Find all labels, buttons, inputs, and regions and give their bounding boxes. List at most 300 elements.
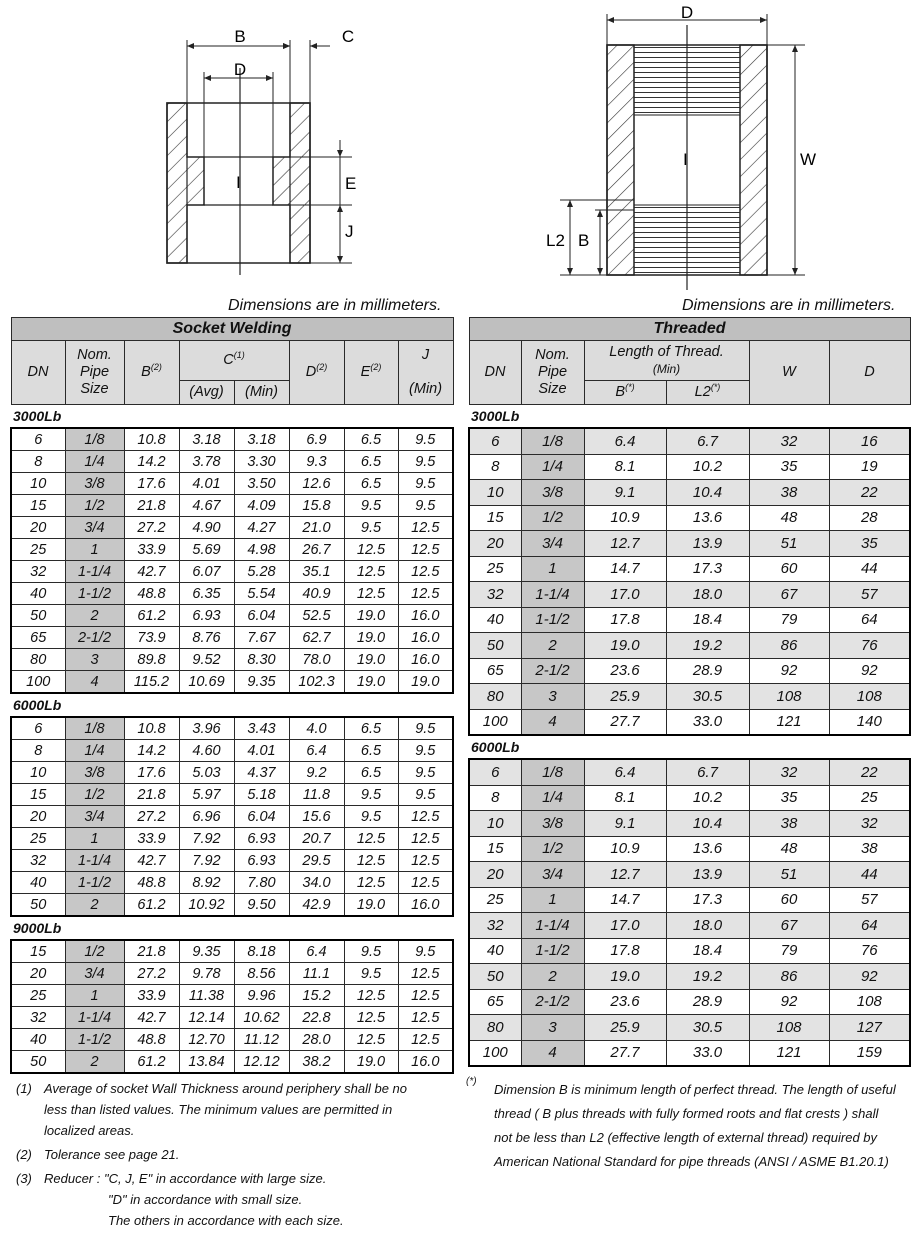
table-cell: 1	[65, 828, 124, 850]
table-cell: 6.5	[344, 740, 398, 762]
label-C: C	[341, 27, 355, 46]
table-cell: 22.8	[289, 1007, 344, 1029]
table-cell: 6	[11, 428, 65, 451]
table-cell: 19.0	[584, 964, 666, 990]
table-cell: 38	[749, 811, 829, 837]
threaded-dimension-note: Dimensions are in millimeters.	[682, 297, 896, 314]
table-row	[11, 428, 453, 451]
table-cell: 42.7	[124, 561, 179, 583]
table-cell: 14.7	[584, 556, 666, 582]
table-cell: 28.0	[289, 1029, 344, 1051]
table-cell: 3/8	[65, 762, 124, 784]
table-row	[11, 627, 453, 649]
table-cell: 1/2	[65, 495, 124, 517]
col-nom-pipe-size: Nom. Pipe Size	[65, 341, 124, 405]
table-cell: 3	[65, 649, 124, 671]
table-cell: 3/4	[521, 531, 584, 557]
table-cell: 12.5	[344, 561, 398, 583]
table-cell: 50	[11, 605, 65, 627]
table-cell: 20	[11, 806, 65, 828]
table-cell: 9.96	[234, 985, 289, 1007]
table-cell: 44	[829, 862, 910, 888]
table-row	[469, 1040, 910, 1066]
table-cell: 35.1	[289, 561, 344, 583]
table-cell: 1/4	[521, 785, 584, 811]
table-cell: 7.67	[234, 627, 289, 649]
label-D: D	[233, 60, 247, 79]
table-cell: 9.1	[584, 811, 666, 837]
table-cell: 9.5	[344, 806, 398, 828]
table-cell: 8.76	[179, 627, 234, 649]
table-cell: 3.43	[234, 717, 289, 740]
table-cell: 19.0	[584, 633, 666, 659]
socket-welding-diagram	[150, 20, 370, 280]
table-row	[469, 887, 910, 913]
table-row	[469, 658, 910, 684]
table-cell: 15	[11, 495, 65, 517]
table-cell: 9.5	[398, 451, 453, 473]
col-d: D	[829, 341, 910, 405]
table-cell: 6.93	[234, 828, 289, 850]
table-cell: 21.0	[289, 517, 344, 539]
table-cell: 6.07	[179, 561, 234, 583]
table-cell: 6.93	[234, 850, 289, 872]
table-cell: 9.52	[179, 649, 234, 671]
table-cell: 6.7	[666, 428, 749, 454]
table-cell: 32	[469, 582, 521, 608]
footnote-line: not be less than L2 (effective length of external thread) required by	[494, 1130, 878, 1145]
table-cell: 12.5	[398, 583, 453, 605]
table-row	[11, 894, 453, 917]
footnote-line: "D" in accordance with small size.	[108, 1192, 303, 1207]
footnote-number: (2)	[16, 1147, 32, 1162]
table-cell: 2	[521, 633, 584, 659]
threaded-title: Threaded	[469, 318, 910, 341]
threaded-table	[468, 317, 911, 1067]
footnote-line: Average of socket Wall Thickness around periphery shall be no	[44, 1081, 407, 1096]
table-cell: 19	[829, 454, 910, 480]
table-cell: 11.12	[234, 1029, 289, 1051]
table-row	[469, 607, 910, 633]
table-cell: 9.3	[289, 451, 344, 473]
table-row	[469, 989, 910, 1015]
table-cell: 25	[469, 887, 521, 913]
table-cell: 32	[11, 850, 65, 872]
table-cell: 3/8	[521, 480, 584, 506]
table-cell: 40	[11, 872, 65, 894]
table-cell: 92	[749, 989, 829, 1015]
table-cell: 8.18	[234, 940, 289, 963]
table-cell: 18.0	[666, 582, 749, 608]
table-cell: 13.6	[666, 505, 749, 531]
threaded-diagram	[540, 0, 820, 290]
table-cell: 15	[11, 940, 65, 963]
table-cell: 159	[829, 1040, 910, 1066]
label-B: B	[578, 231, 590, 250]
table-cell: 33.9	[124, 539, 179, 561]
table-cell: 80	[469, 1015, 521, 1041]
table-cell: 1	[521, 556, 584, 582]
table-row	[469, 964, 910, 990]
table-cell: 15	[11, 784, 65, 806]
table-cell: 127	[829, 1015, 910, 1041]
col-e: $E^{(2)}$	[344, 341, 398, 405]
table-cell: 60	[749, 556, 829, 582]
col-nom-pipe-size: Nom. Pipe Size	[521, 341, 584, 405]
table-cell: 30.5	[666, 1015, 749, 1041]
table-cell: 13.9	[666, 862, 749, 888]
table-cell: 108	[749, 684, 829, 710]
table-cell: 12.70	[179, 1029, 234, 1051]
pressure-class-block	[11, 940, 453, 1073]
table-cell: 100	[469, 1040, 521, 1066]
col-d: $D^{(2)}$	[289, 341, 344, 405]
table-row	[469, 454, 910, 480]
table-cell: 22	[829, 759, 910, 785]
table-row	[11, 451, 453, 473]
table-cell: 76	[829, 938, 910, 964]
footnote-number: (*)	[466, 1076, 477, 1087]
table-cell: 52.5	[289, 605, 344, 627]
table-cell: 3.78	[179, 451, 234, 473]
table-cell: 12.5	[344, 1029, 398, 1051]
table-cell: 3.18	[179, 428, 234, 451]
table-cell: 6.4	[584, 428, 666, 454]
table-cell: 33.0	[666, 1040, 749, 1066]
table-cell: 10.8	[124, 428, 179, 451]
table-cell: 25	[11, 985, 65, 1007]
table-cell: 14.2	[124, 740, 179, 762]
table-row	[11, 963, 453, 985]
table-cell: 1/2	[521, 505, 584, 531]
table-row	[11, 1007, 453, 1029]
table-cell: 80	[469, 684, 521, 710]
col-length-of-thread: Length of Thread. (Min)	[584, 341, 749, 381]
table-cell: 48	[749, 505, 829, 531]
label-J: J	[345, 222, 354, 241]
table-cell: 1/8	[65, 717, 124, 740]
table-row	[469, 480, 910, 506]
table-cell: 1	[521, 887, 584, 913]
table-row	[11, 649, 453, 671]
table-cell: 12.7	[584, 862, 666, 888]
table-row	[469, 709, 910, 735]
table-cell: 35	[749, 454, 829, 480]
table-cell: 8	[11, 451, 65, 473]
table-cell: 76	[829, 633, 910, 659]
table-cell: 32	[11, 1007, 65, 1029]
table-cell: 42.9	[289, 894, 344, 917]
table-row	[469, 913, 910, 939]
table-row	[11, 561, 453, 583]
footnote-number: (3)	[16, 1171, 32, 1186]
col-c: $C^{(1)}$	[179, 341, 289, 381]
table-cell: 1-1/2	[65, 1029, 124, 1051]
table-row	[11, 872, 453, 894]
table-cell: 3/4	[65, 517, 124, 539]
table-cell: 19.0	[344, 894, 398, 917]
pressure-class-label: 9000Lb	[11, 916, 453, 940]
table-cell: 2	[65, 605, 124, 627]
threaded-footnote	[466, 1078, 916, 1174]
table-cell: 57	[829, 887, 910, 913]
footnote-line: The others in accordance with each size.	[108, 1213, 344, 1228]
table-cell: 61.2	[124, 1051, 179, 1074]
table-cell: 15.2	[289, 985, 344, 1007]
table-cell: 12.5	[398, 561, 453, 583]
table-cell: 1/4	[521, 454, 584, 480]
table-cell: 27.2	[124, 517, 179, 539]
table-cell: 10.4	[666, 811, 749, 837]
table-cell: 4.01	[234, 740, 289, 762]
table-cell: 6.5	[344, 762, 398, 784]
label-L2: L2	[546, 231, 565, 250]
table-cell: 4.27	[234, 517, 289, 539]
table-cell: 32	[11, 561, 65, 583]
table-cell: 8.56	[234, 963, 289, 985]
table-cell: 42.7	[124, 850, 179, 872]
table-cell: 12.6	[289, 473, 344, 495]
socket-welding-title: Socket Welding	[11, 318, 453, 341]
table-cell: 40	[11, 1029, 65, 1051]
table-cell: 2	[521, 964, 584, 990]
table-cell: 16.0	[398, 627, 453, 649]
footnote-line: Reducer : "C, J, E" in accordance with large size.	[44, 1171, 327, 1186]
table-cell: 20.7	[289, 828, 344, 850]
table-row	[11, 671, 453, 694]
table-cell: 10	[469, 480, 521, 506]
table-cell: 17.0	[584, 582, 666, 608]
table-cell: 6.5	[344, 717, 398, 740]
table-cell: 3	[521, 684, 584, 710]
table-cell: 5.54	[234, 583, 289, 605]
table-cell: 12.5	[344, 985, 398, 1007]
table-cell: 42.7	[124, 1007, 179, 1029]
table-cell: 22	[829, 480, 910, 506]
table-cell: 50	[11, 894, 65, 917]
table-cell: 8	[11, 740, 65, 762]
table-row	[469, 759, 910, 785]
table-cell: 33.0	[666, 709, 749, 735]
label-B: B	[234, 27, 246, 46]
pressure-class-block	[11, 428, 453, 693]
table-cell: 3/4	[65, 963, 124, 985]
table-cell: 108	[749, 1015, 829, 1041]
table-cell: 80	[11, 649, 65, 671]
table-cell: 44	[829, 556, 910, 582]
table-cell: 19.0	[344, 1051, 398, 1074]
table-cell: 65	[469, 658, 521, 684]
col-w: W	[749, 341, 829, 405]
table-cell: 1/8	[65, 428, 124, 451]
table-cell: 6	[469, 759, 521, 785]
table-cell: 6	[11, 717, 65, 740]
table-cell: 12.5	[398, 517, 453, 539]
table-cell: 2	[65, 894, 124, 917]
table-cell: 6.4	[289, 740, 344, 762]
col-b: $B^{(2)}$	[124, 341, 179, 405]
table-cell: 17.8	[584, 938, 666, 964]
table-cell: 30.5	[666, 684, 749, 710]
table-cell: 10.92	[179, 894, 234, 917]
table-cell: 121	[749, 709, 829, 735]
table-cell: 19.0	[344, 605, 398, 627]
table-row	[469, 582, 910, 608]
table-cell: 61.2	[124, 894, 179, 917]
table-cell: 12.5	[398, 872, 453, 894]
table-cell: 17.6	[124, 762, 179, 784]
table-cell: 18.0	[666, 913, 749, 939]
table-cell: 4.67	[179, 495, 234, 517]
table-cell: 19.0	[344, 671, 398, 694]
table-cell: 4.0	[289, 717, 344, 740]
col-dn: DN	[469, 341, 521, 405]
table-cell: 21.8	[124, 784, 179, 806]
table-cell: 10	[11, 762, 65, 784]
table-cell: 79	[749, 607, 829, 633]
table-cell: 19.2	[666, 964, 749, 990]
table-cell: 16.0	[398, 894, 453, 917]
table-row	[469, 531, 910, 557]
table-cell: 1-1/4	[521, 913, 584, 939]
table-cell: 28	[829, 505, 910, 531]
table-cell: 6.04	[234, 806, 289, 828]
table-cell: 12.12	[234, 1051, 289, 1074]
table-cell: 11.8	[289, 784, 344, 806]
table-cell: 10.2	[666, 454, 749, 480]
table-row	[469, 684, 910, 710]
table-cell: 1/8	[521, 428, 584, 454]
table-cell: 10.8	[124, 717, 179, 740]
table-cell: 12.5	[344, 1007, 398, 1029]
table-cell: 3.18	[234, 428, 289, 451]
table-row	[11, 828, 453, 850]
table-cell: 35	[829, 531, 910, 557]
table-cell: 19.0	[344, 627, 398, 649]
table-cell: 28.9	[666, 658, 749, 684]
table-cell: 48.8	[124, 1029, 179, 1051]
table-cell: 3/8	[65, 473, 124, 495]
table-cell: 12.5	[398, 539, 453, 561]
col-c-avg: (Avg)	[179, 381, 234, 405]
table-cell: 13.84	[179, 1051, 234, 1074]
table-cell: 35	[749, 785, 829, 811]
table-cell: 15.6	[289, 806, 344, 828]
table-cell: 92	[829, 658, 910, 684]
table-cell: 5.97	[179, 784, 234, 806]
table-row	[11, 740, 453, 762]
label-W: W	[800, 150, 817, 169]
table-row	[11, 940, 453, 963]
table-cell: 60	[749, 887, 829, 913]
table-cell: 5.03	[179, 762, 234, 784]
table-cell: 100	[11, 671, 65, 694]
table-cell: 92	[829, 964, 910, 990]
table-row	[11, 985, 453, 1007]
table-cell: 4.37	[234, 762, 289, 784]
table-cell: 8	[469, 785, 521, 811]
table-cell: 6.5	[344, 473, 398, 495]
table-cell: 7.80	[234, 872, 289, 894]
table-cell: 19.2	[666, 633, 749, 659]
table-cell: 16.0	[398, 1051, 453, 1074]
table-cell: 9.2	[289, 762, 344, 784]
table-cell: 65	[11, 627, 65, 649]
table-cell: 32	[749, 428, 829, 454]
table-row	[11, 850, 453, 872]
table-cell: 34.0	[289, 872, 344, 894]
table-cell: 6.4	[289, 940, 344, 963]
table-cell: 38	[749, 480, 829, 506]
table-cell: 86	[749, 633, 829, 659]
table-cell: 19.0	[344, 649, 398, 671]
footnote	[16, 1144, 456, 1165]
table-cell: 25	[11, 539, 65, 561]
table-cell: 79	[749, 938, 829, 964]
label-I: I	[683, 150, 688, 169]
table-cell: 108	[829, 989, 910, 1015]
table-cell: 26.7	[289, 539, 344, 561]
table-cell: 12.5	[344, 583, 398, 605]
table-row	[11, 1051, 453, 1074]
table-cell: 21.8	[124, 940, 179, 963]
table-cell: 4.90	[179, 517, 234, 539]
table-cell: 11.38	[179, 985, 234, 1007]
table-cell: 12.5	[344, 850, 398, 872]
table-row	[469, 556, 910, 582]
table-cell: 5.69	[179, 539, 234, 561]
table-cell: 12.5	[398, 985, 453, 1007]
table-cell: 5.28	[234, 561, 289, 583]
pressure-class-block	[469, 428, 910, 735]
table-row	[11, 1029, 453, 1051]
table-cell: 1/4	[65, 740, 124, 762]
table-cell: 100	[469, 709, 521, 735]
table-cell: 65	[469, 989, 521, 1015]
table-cell: 6.7	[666, 759, 749, 785]
table-cell: 21.8	[124, 495, 179, 517]
table-cell: 12.7	[584, 531, 666, 557]
table-cell: 78.0	[289, 649, 344, 671]
table-cell: 38.2	[289, 1051, 344, 1074]
table-cell: 18.4	[666, 607, 749, 633]
table-cell: 10	[11, 473, 65, 495]
table-cell: 50	[469, 964, 521, 990]
table-cell: 12.14	[179, 1007, 234, 1029]
table-cell: 9.35	[179, 940, 234, 963]
table-cell: 115.2	[124, 671, 179, 694]
table-cell: 57	[829, 582, 910, 608]
table-cell: 4	[65, 671, 124, 694]
table-cell: 64	[829, 913, 910, 939]
table-cell: 1-1/2	[65, 872, 124, 894]
table-cell: 3.50	[234, 473, 289, 495]
table-cell: 12.5	[398, 806, 453, 828]
table-cell: 4.09	[234, 495, 289, 517]
table-row	[469, 862, 910, 888]
col-dn: DN	[11, 341, 65, 405]
table-cell: 3	[521, 1015, 584, 1041]
table-cell: 16.0	[398, 649, 453, 671]
table-cell: 25	[829, 785, 910, 811]
table-cell: 32	[829, 811, 910, 837]
table-cell: 1/2	[65, 784, 124, 806]
table-cell: 17.6	[124, 473, 179, 495]
table-cell: 64	[829, 607, 910, 633]
table-cell: 1/8	[521, 759, 584, 785]
table-cell: 10.9	[584, 505, 666, 531]
table-cell: 40	[469, 607, 521, 633]
